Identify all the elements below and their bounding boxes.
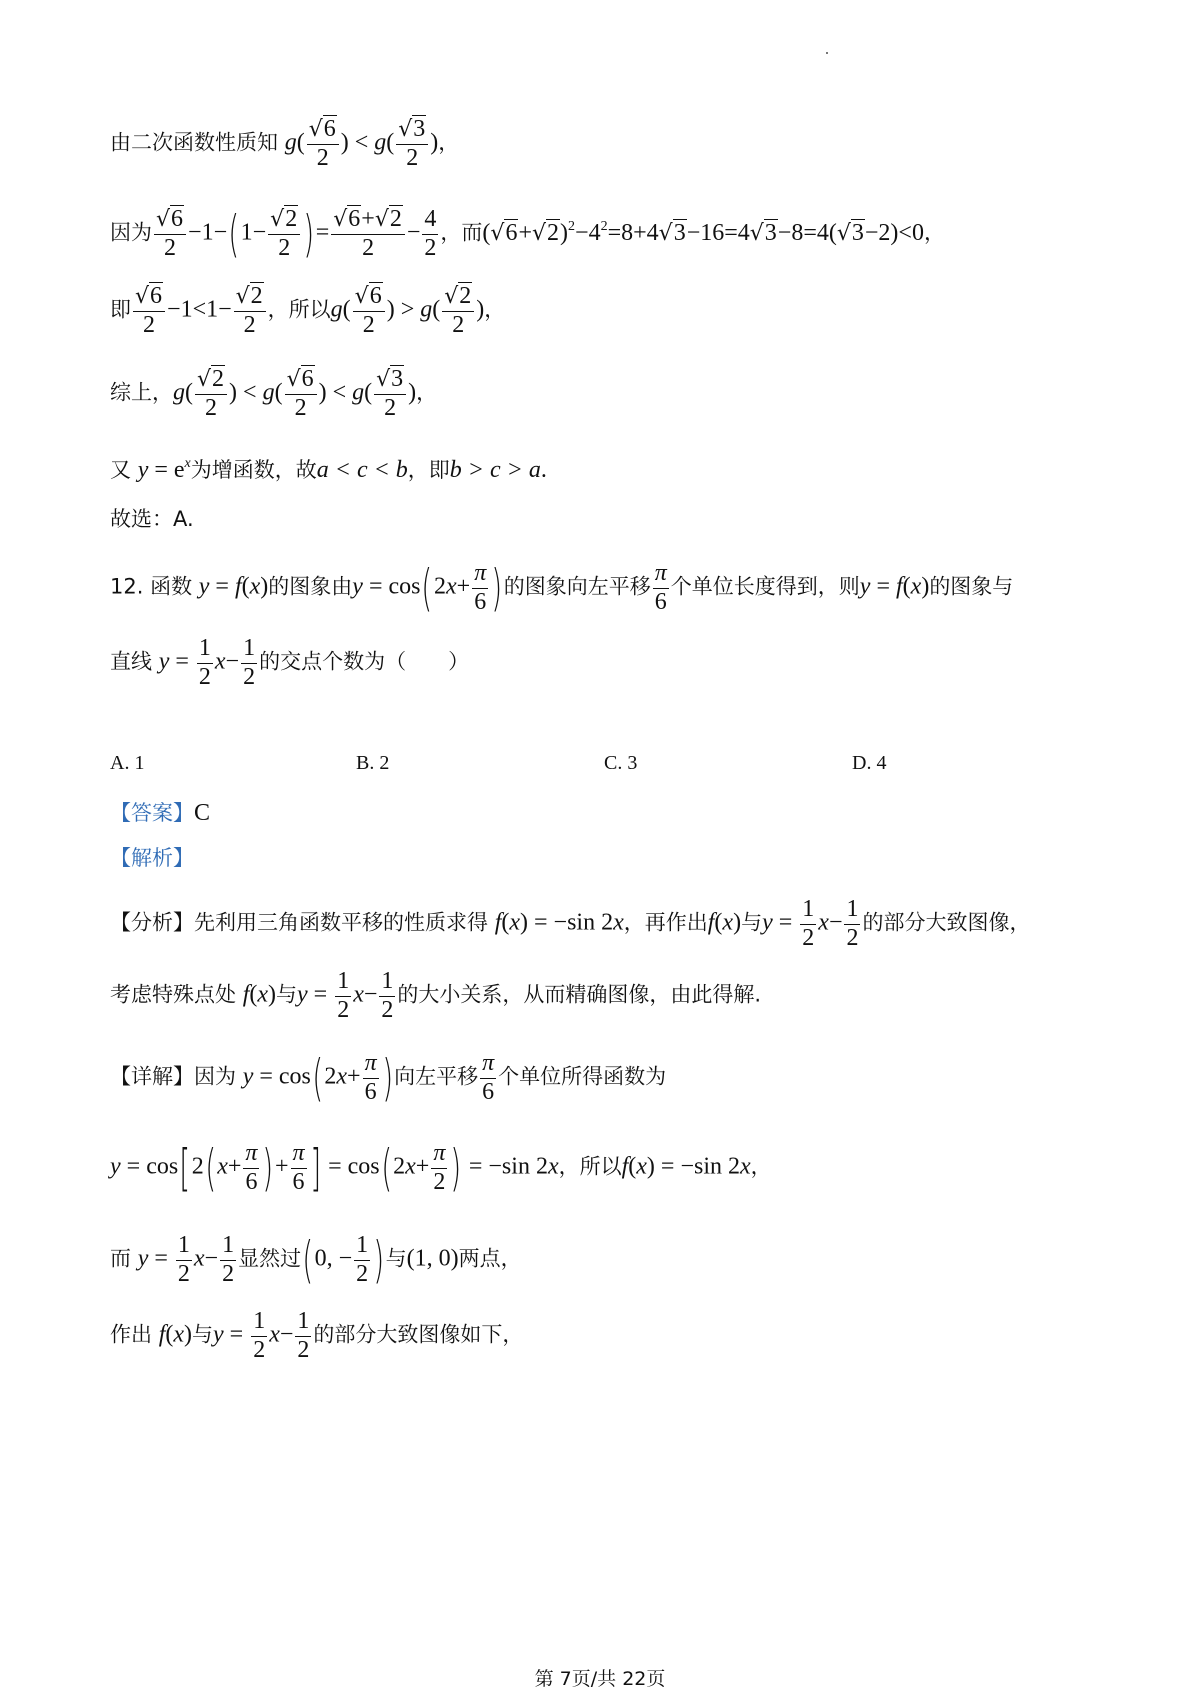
- detail-line1: 【详解】因为 y = cos(2x+ $\frac{\pi}{6}$ )向左平移 $\frac{\pi}{6}$ 个单位所得函数为: [110, 1049, 667, 1108]
- option-a[interactable]: A. 1: [110, 752, 145, 774]
- line-choose-a: 故选：A.: [110, 507, 194, 531]
- line-because-comparison: 因为 $\frac{√6}{2}$ −1−(1− $\frac{√2}{2}$ )= $\frac{√6+√2}{2}$ − $\frac{4}{2}$ ，而$(√6+√2)^2-4^2=8+4√3-16=4√3-8=4(√3-2)<0$，: [110, 205, 945, 264]
- option-b[interactable]: B. 2: [356, 752, 390, 774]
- question-12-line2: 直线 y = $\frac{1}{2}$ x− $\frac{1}{2}$ 的交点个数为（ ）: [110, 635, 470, 690]
- detail-line-draw: 作出 f(x)与y = $\frac{1}{2}$ x− $\frac{1}{2}$ 的部分大致图像如下，: [110, 1308, 524, 1363]
- answer-tag: 【答案】: [110, 801, 194, 825]
- answer-line: [110, 801, 1090, 825]
- analysis-line2: 考虑特殊点处 f(x)与y = $\frac{1}{2}$ x− $\frac{1}{2}$ 的大小关系，从而精确图像，由此得解.: [110, 968, 762, 1023]
- line-increasing-function: 又 $y = e^x$为增函数，故a < c < b，即b > c > a.: [110, 456, 547, 483]
- page-footer: 第 7页/共 22页: [534, 1668, 666, 1690]
- line-therefore: 即 $\frac{√6}{2}$ −1<1− $\frac{√2}{2}$ ，所以g( $\frac{√6}{2}$ ) > g( $\frac{√2}{2}$ )，: [110, 283, 506, 338]
- scan-speck: [826, 52, 828, 54]
- analysis-tag: 【解析】: [110, 846, 194, 870]
- option-c[interactable]: C. 3: [604, 752, 638, 774]
- line-summary: 综上，g( $\frac{√2}{2}$ ) < g( $\frac{√6}{2}$ ) < g( $\frac{√3}{2}$ )，: [110, 366, 438, 421]
- detail-equation: y = cos[2(x+ $\frac{\pi}{6}$ )+ $\frac{\pi}{6}$ ] = cos(2x+ $\frac{\pi}{2}$ ) = −sin 2x，所以f(x) = −sin 2x，: [110, 1139, 772, 1198]
- question-12-line1: 12. 函数 y = f(x)的图象由y = cos(2x+ $\frac{\pi}{6}$ )的图象向左平移 $\frac{\pi}{6}$ 个单位长度得到，则y = f(x)的图象与: [110, 559, 1014, 618]
- analysis-line1: 【分析】先利用三角函数平移的性质求得 f(x) = −sin 2x，再作出f(x)与y = $\frac{1}{2}$ x− $\frac{1}{2}$ 的部分大致图像，: [110, 896, 1031, 951]
- answer-value: C: [194, 800, 211, 826]
- option-d[interactable]: D. 4: [852, 752, 887, 774]
- detail-line-two-points: 而 y = $\frac{1}{2}$ x− $\frac{1}{2}$ 显然过(0, − $\frac{1}{2}$ )与(1, 0)两点，: [110, 1231, 522, 1290]
- line-quadratic-property: 由二次函数性质知 g( $\frac{√6}{2}$ ) < g( $\frac{√3}{2}$ )，: [110, 116, 460, 171]
